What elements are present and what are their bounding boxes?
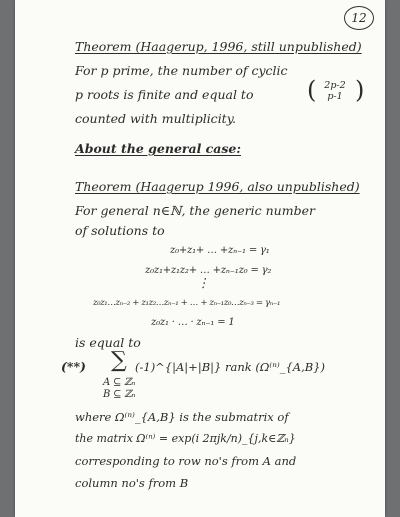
theorem-1-line-3: counted with multiplicity. <box>75 111 237 126</box>
binomial-bottom: p-1 <box>327 91 343 102</box>
equation-3: z₀z₁…zₙ₋₂ + z₁z₂…zₙ₋₁ + … + zₙ₋₁z₀…zₙ₋₃ = γₙ₋₁ <box>93 298 281 308</box>
binomial-coefficient <box>315 80 355 102</box>
where-line-3: corresponding to row no's from A and <box>75 454 297 468</box>
summation-index-b: B ⊆ ℤₙ <box>103 389 136 400</box>
theorem-2-line-1: For general n∈ℕ, the generic number <box>75 203 315 218</box>
summation-index-a: A ⊆ ℤₙ <box>103 377 136 388</box>
where-line-2: the matrix Ω⁽ⁿ⁾ = exp(i 2πjk/n)_{j,k∈ℤₙ} <box>75 432 296 445</box>
theorem-1-line-1: For p prime, the number of cyclic <box>75 63 288 78</box>
theorem-1-line-2: p roots is finite and equal to <box>75 87 254 102</box>
where-line-1: where Ω⁽ⁿ⁾_{A,B} is the submatrix of <box>75 410 289 424</box>
page-number: 12 <box>344 6 374 30</box>
binomial-right-paren: ) <box>355 76 365 104</box>
double-star-label: (**) <box>61 359 86 374</box>
equation-4: z₀z₁ · … · zₙ₋₁ = 1 <box>151 317 235 328</box>
general-case-heading: About the general case: <box>75 141 241 156</box>
binomial-top: 2p-2 <box>324 80 346 91</box>
summation-body: (-1)^{|A|+|B|} rank (Ω⁽ⁿ⁾_{A,B}) <box>135 360 325 374</box>
notes-page <box>15 0 385 517</box>
is-equal-to: is equal to <box>75 335 141 350</box>
equation-2: z₀z₁+z₁z₂+ … +zₙ₋₁z₀ = γ₂ <box>145 265 272 276</box>
theorem-heading-2: Theorem (Haagerup 1996, also unpublished) <box>75 179 360 194</box>
where-line-4: column no's from B <box>75 476 189 490</box>
theorem-heading-1: Theorem (Haagerup, 1996, still unpublished) <box>75 39 362 54</box>
vertical-dots: ⋮ <box>197 275 210 290</box>
binomial-left-paren: ( <box>307 76 317 104</box>
summation-symbol: ∑ <box>111 348 127 373</box>
equation-1: z₀+z₁+ … +zₙ₋₁ = γ₁ <box>170 245 270 256</box>
theorem-2-line-2: of solutions to <box>75 223 165 238</box>
